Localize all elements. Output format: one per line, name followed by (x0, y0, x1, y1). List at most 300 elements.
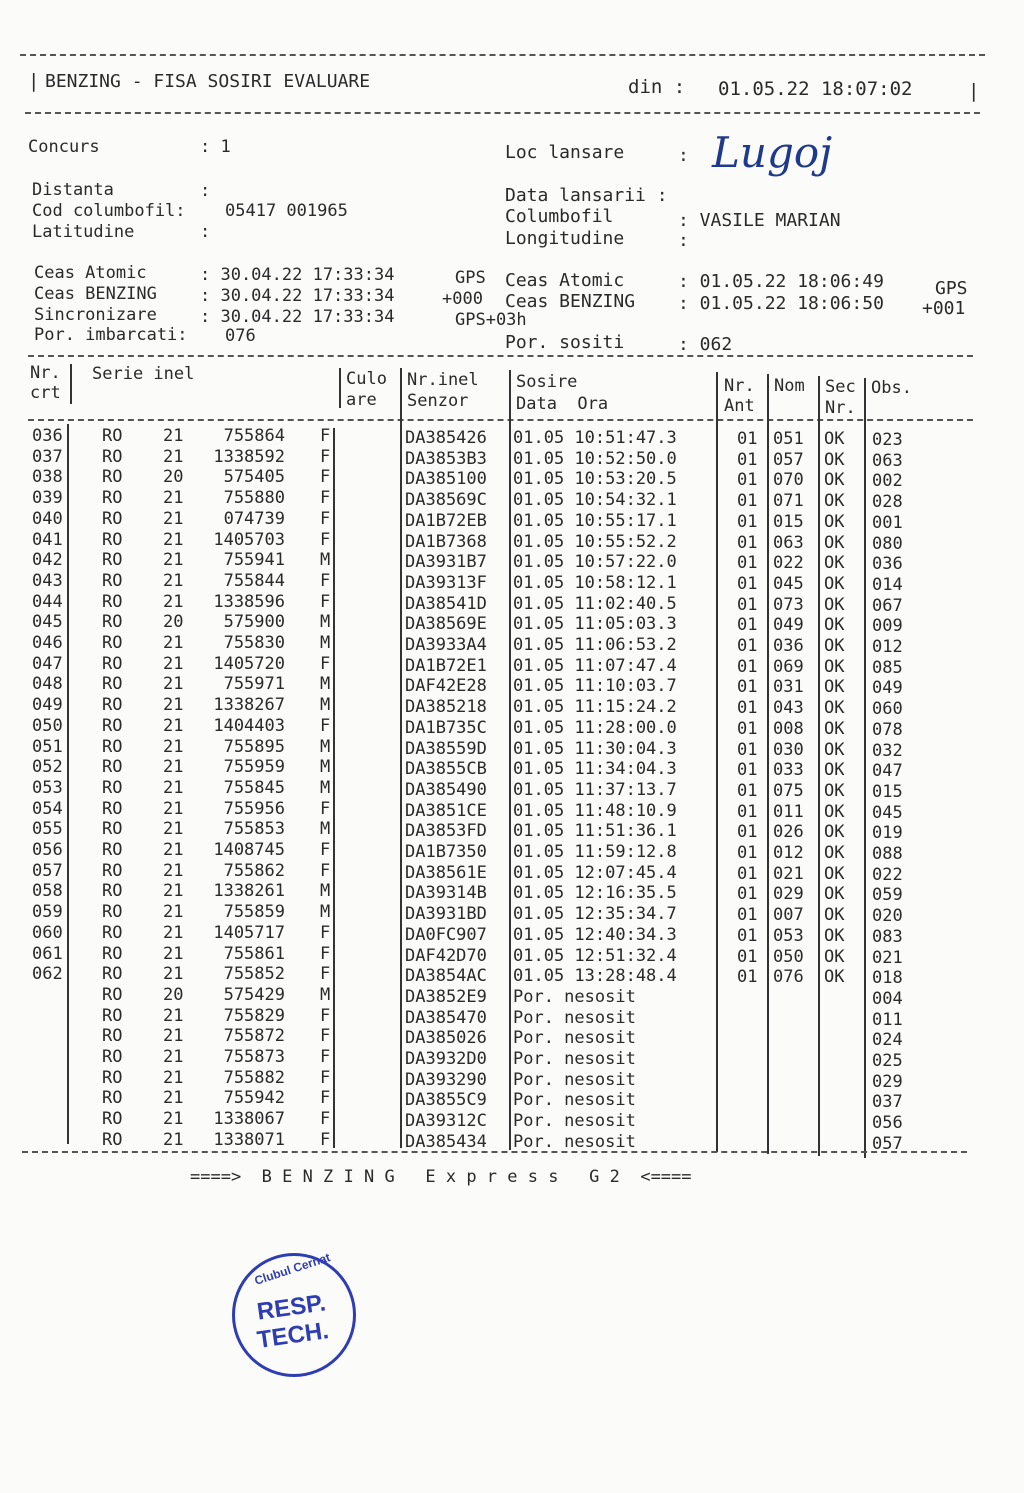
row-sensor: DA39312C (405, 1111, 487, 1132)
row-nr-ant: 01 (737, 884, 758, 905)
ceas-atomic-start-label: Ceas Atomic (34, 263, 147, 283)
row-country: RO (102, 1026, 123, 1047)
row-ring-number: 755880 (223, 488, 285, 509)
row-crt: 056 (32, 840, 63, 860)
col-nr-ant-label-2: Ant (724, 396, 755, 416)
ceas-benzing-end-value: : 01.05.22 18:06:50 (678, 293, 884, 314)
row-sensor: DA3854AC (405, 966, 487, 987)
row-sensor: DA1B72EB (405, 510, 487, 531)
row-sec: OK (824, 967, 845, 988)
row-arrival: 01.05 11:51:36.1 (513, 821, 677, 842)
stamp-ring-text: Clubul Cernat (252, 1250, 332, 1288)
row-sensor: DA38569C (405, 490, 487, 511)
row-sensor: DA385434 (405, 1131, 487, 1152)
row-sex: F (320, 446, 331, 467)
row-sensor: DA3931BD (405, 904, 487, 925)
row-sex: M (320, 902, 331, 923)
row-ring-number: 755882 (223, 1067, 285, 1088)
row-sec: OK (824, 863, 845, 884)
row-sex: M (320, 984, 331, 1005)
por-imbarcati-value: 076 (225, 326, 256, 346)
row-obs: 025 (872, 1051, 903, 1071)
col-culoare-label-1: Culo (346, 369, 387, 389)
row-arrival: Por. nesosit (513, 1028, 636, 1049)
row-sex: M (320, 777, 331, 798)
ceas-atomic-end-label: Ceas Atomic (505, 270, 625, 291)
row-year: 21 (163, 736, 184, 757)
table-row (0, 736, 1024, 761)
table-row (0, 881, 1024, 906)
row-country: RO (102, 1088, 123, 1109)
row-ring-number: 1338067 (213, 1109, 285, 1130)
row-arrival: 01.05 12:51:32.4 (513, 945, 677, 966)
row-sec: OK (824, 615, 845, 636)
footer-brand: ====> B E N Z I N G E x p r e s s G 2 <==== (190, 1167, 692, 1187)
row-sensor: DA3851CE (405, 800, 487, 821)
row-sex: F (320, 715, 331, 736)
row-arrival: Por. nesosit (513, 1069, 636, 1090)
row-country: RO (102, 508, 123, 529)
row-nom: 049 (773, 615, 804, 636)
row-sec: OK (824, 739, 845, 760)
row-arrival: 01.05 12:16:35.5 (513, 883, 677, 904)
table-row (0, 757, 1024, 782)
row-year: 21 (163, 426, 184, 446)
top-dashed-rule (20, 54, 985, 56)
table-row (0, 1005, 1024, 1030)
row-crt: 038 (32, 467, 63, 488)
row-sensor: DA3853B3 (405, 448, 487, 469)
row-arrival: 01.05 10:52:50.0 (513, 448, 677, 469)
row-sensor: DA38541D (405, 593, 487, 614)
row-sex: F (320, 1047, 331, 1067)
row-crt: 039 (32, 488, 63, 509)
table-row (0, 1026, 1024, 1051)
row-year: 21 (163, 674, 184, 695)
row-arrival: 01.05 12:40:34.3 (513, 924, 677, 945)
row-obs: 047 (872, 761, 903, 782)
row-sec: OK (824, 698, 845, 719)
sep-serie-header (339, 368, 341, 408)
row-sex: F (320, 798, 331, 819)
table-row (0, 508, 1024, 533)
row-sex: F (320, 922, 331, 943)
row-arrival: 01.05 12:35:34.7 (513, 904, 677, 925)
row-nom: 036 (773, 636, 804, 656)
row-sex: F (320, 1005, 331, 1026)
row-nr-ant: 01 (737, 863, 758, 884)
row-crt: 053 (32, 777, 63, 798)
row-nom: 029 (773, 884, 804, 905)
loc-lansare-label: Loc lansare (505, 142, 625, 163)
row-crt: 048 (32, 674, 63, 695)
table-row (0, 467, 1024, 492)
row-year: 21 (163, 881, 184, 902)
row-arrival: 01.05 11:59:12.8 (513, 842, 677, 862)
row-country: RO (102, 798, 123, 819)
row-obs: 011 (872, 1009, 903, 1030)
distanta-value: : (200, 181, 211, 201)
row-year: 21 (163, 1129, 184, 1150)
row-year: 21 (163, 798, 184, 819)
row-obs: 029 (872, 1071, 903, 1092)
row-country: RO (102, 550, 123, 571)
row-sex: F (320, 653, 331, 674)
table-row (0, 550, 1024, 575)
row-ring-number: 755861 (223, 943, 285, 964)
row-obs: 056 (872, 1113, 903, 1134)
col-nom-label: Nom (774, 376, 805, 396)
row-ring-number: 755971 (223, 674, 285, 695)
row-year: 21 (163, 550, 184, 571)
row-nom: 076 (773, 967, 804, 988)
table-row (0, 1129, 1024, 1154)
row-nr-ant: 01 (737, 925, 758, 946)
row-year: 21 (163, 446, 184, 467)
ceas-benzing-start-value: : 30.04.22 17:33:34 (200, 286, 395, 306)
row-year: 21 (163, 1088, 184, 1109)
table-bottom-rule (22, 1151, 967, 1153)
row-crt: 045 (32, 612, 63, 633)
row-ring-number: 755830 (223, 633, 285, 653)
row-country: RO (102, 840, 123, 860)
table-header-rule (28, 419, 973, 421)
row-ring-number: 074739 (223, 508, 285, 529)
row-nr-ant: 01 (737, 491, 758, 512)
row-year: 21 (163, 922, 184, 943)
row-year: 21 (163, 488, 184, 509)
ceas-benzing-end-suffix: +001 (922, 298, 966, 319)
row-country: RO (102, 715, 123, 736)
row-obs: 022 (872, 864, 903, 885)
table-row (0, 529, 1024, 554)
col-sosire-label: Sosire (516, 372, 578, 392)
row-ring-number: 1338267 (213, 695, 285, 716)
row-sensor: DA0FC907 (405, 924, 487, 945)
row-sex: F (320, 1026, 331, 1047)
table-row (0, 1047, 1024, 1071)
row-year: 21 (163, 1067, 184, 1088)
row-nom: 030 (773, 739, 804, 760)
col-crt-label: crt (30, 383, 61, 403)
row-sex: F (320, 1088, 331, 1109)
row-ring-number: 755872 (223, 1026, 285, 1047)
row-year: 21 (163, 943, 184, 964)
table-row (0, 591, 1024, 616)
row-crt: 044 (32, 591, 63, 612)
row-crt: 060 (32, 922, 63, 943)
row-sec: OK (824, 843, 845, 863)
row-sex: F (320, 467, 331, 488)
row-ring-number: 755853 (223, 819, 285, 840)
latitudine-label: Latitudine (32, 222, 135, 242)
row-country: RO (102, 446, 123, 467)
row-nom: 043 (773, 698, 804, 719)
row-arrival: Por. nesosit (513, 1090, 636, 1111)
row-arrival: 01.05 10:53:20.5 (513, 469, 677, 490)
distanta-label: Distanta (32, 180, 114, 200)
row-sensor: DA1B735C (405, 717, 487, 738)
row-sensor: DA3932D0 (405, 1049, 487, 1069)
row-sensor: DA385100 (405, 469, 487, 490)
ceas-benzing-start-suffix: +000 (442, 289, 483, 309)
row-country: RO (102, 426, 123, 446)
row-arrival: 01.05 11:28:00.0 (513, 717, 677, 738)
row-sec: OK (824, 573, 845, 594)
row-ring-number: 1405720 (213, 653, 285, 674)
row-sex: F (320, 1109, 331, 1130)
row-sex: M (320, 757, 331, 778)
row-sex: F (320, 508, 331, 529)
row-ring-number: 755829 (223, 1005, 285, 1026)
row-obs: 032 (872, 740, 903, 761)
row-nom: 070 (773, 470, 804, 491)
header-bar-right: | (968, 80, 980, 102)
row-nom: 050 (773, 946, 804, 967)
row-year: 21 (163, 1026, 184, 1047)
row-year: 21 (163, 633, 184, 653)
row-crt: 037 (32, 446, 63, 467)
row-sensor: DA38561E (405, 862, 487, 883)
row-country: RO (102, 1109, 123, 1130)
row-year: 21 (163, 860, 184, 881)
row-arrival: Por. nesosit (513, 1007, 636, 1028)
row-obs: 060 (872, 699, 903, 720)
row-year: 21 (163, 653, 184, 674)
row-sensor: DA3933A4 (405, 635, 487, 655)
row-sec: OK (824, 511, 845, 532)
row-nr-ant: 01 (737, 905, 758, 926)
row-nr-ant: 01 (737, 801, 758, 822)
row-sec: OK (824, 449, 845, 470)
row-year: 21 (163, 591, 184, 612)
row-obs: 057 (872, 1133, 903, 1154)
col-obs-label: Obs. (871, 378, 912, 398)
header-dashed-rule (25, 112, 980, 114)
row-nom: 015 (773, 511, 804, 532)
row-nr-ant: 01 (737, 946, 758, 967)
row-nom: 075 (773, 780, 804, 801)
row-country: RO (102, 777, 123, 798)
row-nom: 069 (773, 656, 804, 677)
row-sex: F (320, 591, 331, 612)
row-sec: OK (824, 594, 845, 615)
row-country: RO (102, 1005, 123, 1026)
row-year: 21 (163, 964, 184, 985)
row-crt: 042 (32, 550, 63, 571)
row-sex: F (320, 529, 331, 550)
ceas-atomic-end-value: : 01.05.22 18:06:49 (678, 271, 884, 292)
row-country: RO (102, 488, 123, 509)
row-sensor: DAF42D70 (405, 945, 487, 966)
table-row (0, 964, 1024, 989)
row-crt: 043 (32, 570, 63, 591)
row-ring-number: 755895 (223, 736, 285, 757)
row-sensor: DA39313F (405, 572, 487, 593)
row-obs: 001 (872, 512, 903, 533)
sincronizare-label: Sincronizare (34, 305, 157, 325)
row-crt: 058 (32, 881, 63, 902)
col-data-ora-label: Data Ora (516, 394, 609, 414)
row-obs: 018 (872, 968, 903, 989)
row-arrival: Por. nesosit (513, 1111, 636, 1132)
table-row (0, 488, 1024, 513)
row-obs: 023 (872, 430, 903, 450)
row-ring-number: 755959 (223, 757, 285, 778)
row-year: 21 (163, 1109, 184, 1130)
row-ring-number: 755873 (223, 1047, 285, 1067)
row-sensor: DA39314B (405, 883, 487, 904)
row-country: RO (102, 964, 123, 985)
row-sex: M (320, 612, 331, 633)
row-ring-number: 755862 (223, 860, 285, 881)
table-row (0, 570, 1024, 595)
row-ring-number: 1405717 (213, 922, 285, 943)
row-ring-number: 755852 (223, 964, 285, 985)
stamp-line-1: RESP. (255, 1289, 328, 1326)
row-nr-ant: 01 (737, 822, 758, 843)
row-crt: 041 (32, 529, 63, 550)
row-sex: F (320, 840, 331, 860)
table-row (0, 902, 1024, 927)
row-sensor: DA393290 (405, 1069, 487, 1090)
row-nom: 045 (773, 573, 804, 594)
row-arrival: 01.05 10:57:22.0 (513, 552, 677, 573)
col-nr-ant-label-1: Nr. (724, 376, 755, 396)
row-nr-ant: 01 (737, 656, 758, 677)
row-arrival: 01.05 11:34:04.3 (513, 759, 677, 780)
row-country: RO (102, 819, 123, 840)
row-obs: 088 (872, 844, 903, 864)
row-nr-ant: 01 (737, 698, 758, 719)
row-sensor: DA3852E9 (405, 986, 487, 1007)
row-sensor: DA1B7350 (405, 842, 487, 862)
row-country: RO (102, 736, 123, 757)
row-sex: F (320, 1067, 331, 1088)
row-obs: 063 (872, 450, 903, 471)
row-obs: 067 (872, 595, 903, 616)
table-row (0, 674, 1024, 699)
row-obs: 036 (872, 554, 903, 575)
row-crt: 055 (32, 819, 63, 840)
ceas-atomic-start-suffix: GPS (455, 268, 486, 288)
row-nom: 022 (773, 553, 804, 574)
row-sex: M (320, 736, 331, 757)
row-sensor: DA1B7368 (405, 531, 487, 552)
row-sensor: DA38569E (405, 614, 487, 635)
row-arrival: 01.05 11:06:53.2 (513, 635, 677, 655)
concurs-label: Concurs (28, 137, 100, 157)
row-ring-number: 755844 (223, 570, 285, 591)
row-obs: 080 (872, 533, 903, 554)
row-crt: 061 (32, 943, 63, 964)
row-sec: OK (824, 780, 845, 801)
row-crt: 046 (32, 633, 63, 653)
row-ring-number: 755956 (223, 798, 285, 819)
row-country: RO (102, 653, 123, 674)
col-culoare-label-2: are (346, 390, 377, 410)
row-nr-ant: 01 (737, 429, 758, 449)
row-crt: 062 (32, 964, 63, 985)
row-arrival: 01.05 11:48:10.9 (513, 800, 677, 821)
row-sec: OK (824, 470, 845, 491)
row-ring-number: 575900 (223, 612, 285, 633)
data-lansarii-label: Data lansarii : (505, 185, 668, 206)
row-obs: 019 (872, 823, 903, 844)
longitudine-label: Longitudine (505, 228, 625, 249)
columbofil-label: Columbofil (505, 206, 614, 227)
row-country: RO (102, 1067, 123, 1088)
row-nom: 007 (773, 905, 804, 926)
club-stamp (232, 1250, 356, 1377)
row-year: 21 (163, 1005, 184, 1026)
row-year: 21 (163, 508, 184, 529)
col-sec-label-2: Nr. (825, 398, 856, 418)
row-arrival: 01.05 11:05:03.3 (513, 614, 677, 635)
row-sec: OK (824, 905, 845, 926)
table-row (0, 777, 1024, 802)
row-sensor: DA3855CB (405, 759, 487, 780)
row-country: RO (102, 674, 123, 695)
row-ring-number: 1338261 (213, 881, 285, 902)
ceas-atomic-end-suffix: GPS (935, 278, 968, 299)
row-year: 21 (163, 840, 184, 860)
cod-columbofil-value: 05417 001965 (225, 201, 348, 221)
row-nr-ant: 01 (737, 780, 758, 801)
row-ring-number: 1405703 (213, 529, 285, 550)
row-obs: 049 (872, 678, 903, 699)
row-year: 21 (163, 529, 184, 550)
row-country: RO (102, 633, 123, 653)
row-obs: 083 (872, 926, 903, 947)
row-nom: 026 (773, 822, 804, 843)
row-sensor: DA3931B7 (405, 552, 487, 573)
col-nr-label: Nr. (30, 363, 61, 383)
row-sec: OK (824, 946, 845, 967)
row-arrival: 01.05 11:30:04.3 (513, 738, 677, 759)
row-sec: OK (824, 491, 845, 512)
col-senzor-label: Senzor (407, 391, 469, 411)
row-ring-number: 1338596 (213, 591, 285, 612)
row-obs: 085 (872, 657, 903, 678)
row-nr-ant: 01 (737, 760, 758, 781)
sep-crt-header (70, 364, 72, 404)
table-row (0, 860, 1024, 885)
row-ring-number: 755859 (223, 902, 285, 923)
row-country: RO (102, 922, 123, 943)
row-nr-ant: 01 (737, 532, 758, 553)
por-sositi-label: Por. sositi (505, 332, 625, 353)
col-sec-label-1: Sec (825, 377, 856, 397)
row-arrival: 01.05 11:02:40.5 (513, 593, 677, 614)
row-sex: F (320, 488, 331, 509)
row-sec: OK (824, 553, 845, 574)
row-sex: F (320, 570, 331, 591)
row-arrival: 01.05 10:55:52.2 (513, 531, 677, 552)
row-sex: M (320, 695, 331, 716)
row-crt: 052 (32, 757, 63, 778)
row-sensor: DA385490 (405, 779, 487, 800)
row-nom: 031 (773, 677, 804, 698)
row-country: RO (102, 757, 123, 778)
row-country: RO (102, 902, 123, 923)
row-country: RO (102, 860, 123, 881)
row-nom: 033 (773, 760, 804, 781)
din-label: din : (628, 76, 686, 98)
row-country: RO (102, 943, 123, 964)
row-ring-number: 1404403 (213, 715, 285, 736)
row-nr-ant: 01 (737, 967, 758, 988)
